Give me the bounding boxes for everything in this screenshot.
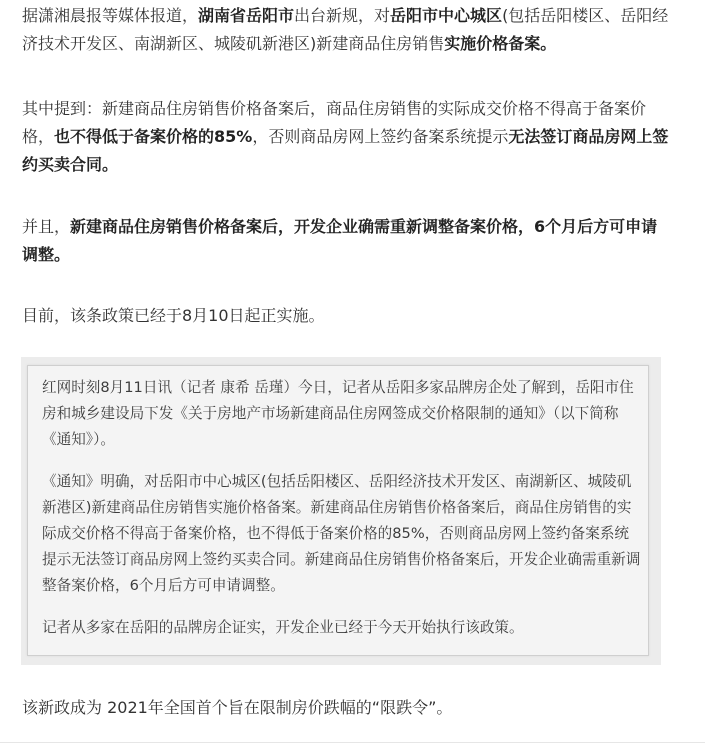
text-span: ，否则商品房网上签约备案系统提示	[252, 127, 509, 146]
quote-paragraph-3: 记者从多家在岳阳的品牌房企证实，开发企业已经于今天开始执行该政策。	[42, 619, 524, 636]
paragraph-intro	[22, 2, 672, 58]
text-span: (包括岳阳楼区、岳阳经济技术开发区、南湖新区、城陵矶新港区)新建商品住房销售	[22, 6, 669, 53]
paragraph-conclusion	[22, 694, 672, 722]
quote-paragraph-1: 红网时刻8月11日讯（记者 康希 岳瑾）今日，记者从岳阳多家品牌房企处了解到，岳阳市住房和城乡建设局下发《关于房地产市场新建商品住房网签成交价格限制的通知》（以下简称《通知》）。	[42, 379, 634, 448]
paragraph-adjustment	[22, 213, 672, 269]
paragraph-details	[22, 95, 672, 179]
bold-text: 湖南省岳阳市	[198, 6, 295, 25]
text-span: 该新政成为 2021年全国首个旨在限制房价跌幅的“限跌令”。	[22, 698, 453, 717]
bottom-divider	[0, 742, 705, 743]
quoted-news-image	[21, 357, 661, 665]
bold-text: 岳阳市中心城区	[390, 6, 503, 25]
text-span: 目前，该条政策已经于8月10日起正实施。	[22, 306, 325, 325]
bold-text: 也不得低于备案价格的85%	[54, 127, 253, 146]
bold-text: 实施价格备案。	[444, 34, 557, 53]
paragraph-effective-date	[22, 302, 672, 330]
quote-paragraph-2: 《通知》明确，对岳阳市中心城区(包括岳阳楼区、岳阳经济技术开发区、南湖新区、城陵矶新港区)新建商品住房销售实施价格备案。新建商品住房销售价格备案后，商品住房销售的实际成交价格不得高于备案价格，也不得低于备案价格的85%，否则商品房网上签约备案系统提示无法签订商品房网上签约买卖合同。新建商品住房销售价格备案后，开发企业确需重新调整备案价格，6个月后方可申请调整。	[42, 473, 641, 594]
bold-text: 无法签订商品房网上签约买卖合同。	[22, 127, 669, 174]
text-span: 并且，	[22, 217, 71, 236]
text-span: 据潇湘晨报等媒体报道，	[22, 6, 199, 25]
quoted-news-box	[27, 365, 649, 656]
text-span: 出台新规，对	[294, 6, 391, 25]
bold-text: 新建商品住房销售价格备案后，开发企业确需重新调整备案价格，6个月后方可申请调整。	[22, 217, 658, 264]
text-span: 其中提到：新建商品住房销售价格备案后，商品住房销售的实际成交价格不得高于备案价格，	[22, 99, 647, 146]
